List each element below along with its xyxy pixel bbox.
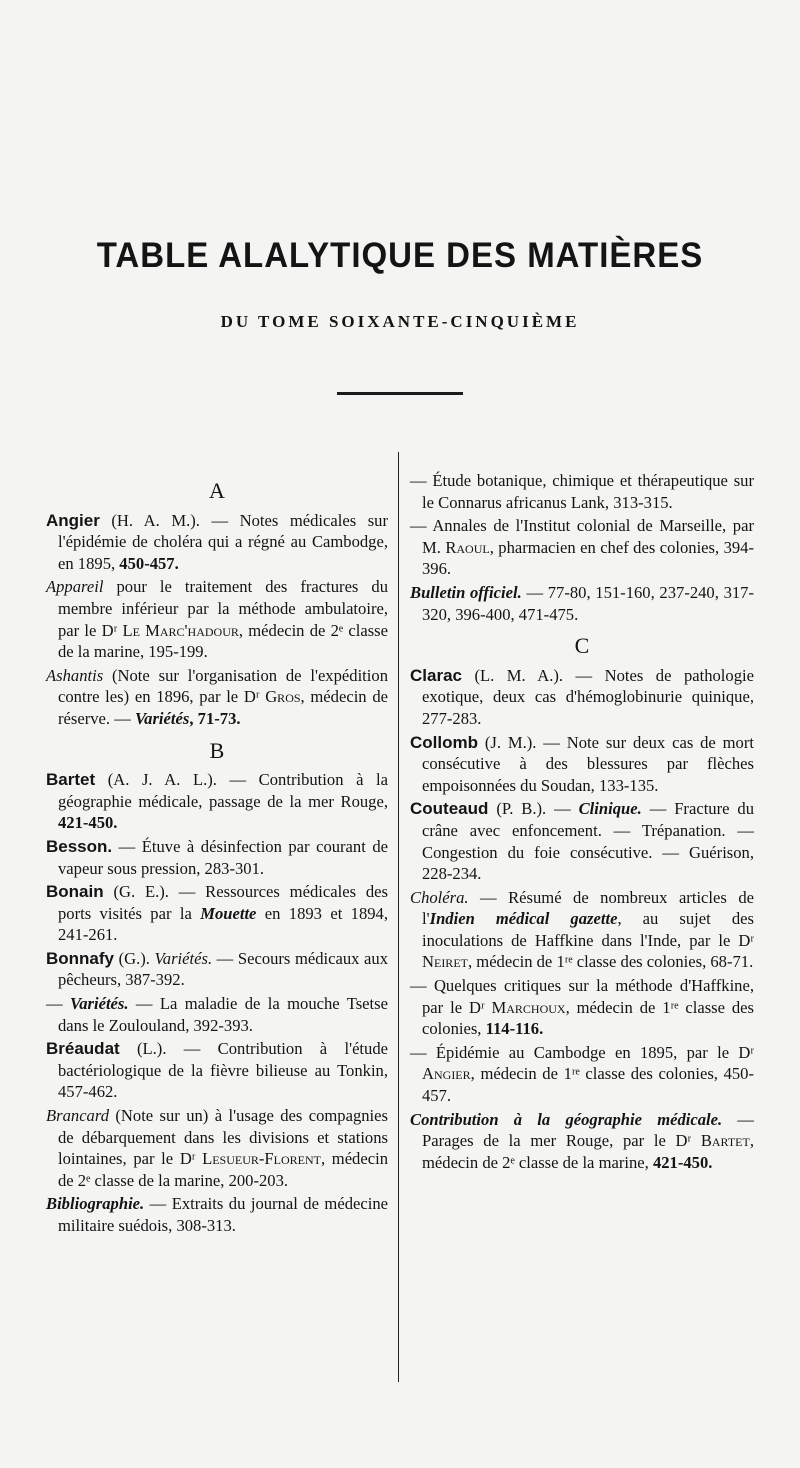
entry-cholera-2: — Quelques critiques sur la méthode d'Haffkine, par le Dʳ Marchoux, médecin de 1ʳᵉ classe des colonies, 114-116. (410, 976, 754, 1039)
entry-cholera-3: — Épidémie au Cambodge en 1895, par le Dʳ Angier, médecin de 1ʳᵉ classe des colonies, 450-457. (410, 1042, 754, 1106)
entry-couteaud: Couteaud (P. B.). — Clinique. — Fracture du crâne avec enfoncement. — Trépanation. — Congestion du foie consécutive. — Guérison, 228-234. (410, 799, 754, 884)
entry-ashantis: Ashantis (Note sur l'organisation de l'expédition contre les) en 1896, par le Dʳ Gros, médecin de réserve. — Variétés, 71-73. (46, 665, 388, 728)
entry-clarac: Clarac (L. M. A.). — Notes de pathologie exotique, deux cas d'hémoglobinurie quinique, 277-283. (410, 665, 754, 728)
section-letter-c: C (574, 633, 590, 659)
entry-etude: — Étude botanique, chimique et thérapeutique sur le Connarus africanus Lank, 313-315. (410, 471, 754, 512)
page-title: TABLE ALALYTIQUE DES MATIÈRES (96, 234, 704, 275)
entry-besson: Besson. — Étuve à désinfection par courant de vapeur sous pression, 283-301. (46, 836, 388, 878)
entry-bulletin: Bulletin officiel. — 77-80, 151-160, 237-240, 317-320, 396-400, 471-475. (410, 582, 754, 624)
page-subtitle: DU TOME SOIXANTE-CINQUIÈME (220, 312, 580, 331)
section-letter-a: A (209, 478, 225, 503)
section-letter-b: B (209, 737, 225, 763)
entry-appareil: Appareil pour le traitement des fractures du membre inférieur par la méthode ambulatoire, par le Dʳ Le Marc'hadour, médecin de 2ᵉ classe de la marine, 195-199. (46, 577, 389, 662)
title-rule (337, 392, 463, 395)
entry-bonnafy: Bonnafy (G.). Variétés. — Secours médicaux aux pêcheurs, 387-392. (46, 948, 389, 990)
entry-collomb: Collomb (J. M.). — Note sur deux cas de mort consécutive à des blessures par flèches empoisonnées du Soudan, 133-135. (410, 732, 754, 795)
entry-contribution: Contribution à la géographie médicale. — Parages de la mer Rouge, par le Dʳ Bartet, médecin de 2ᵉ classe de la marine, 421-450. (410, 1109, 754, 1172)
entry-bibliographie: Bibliographie. — Extraits du journal de médecine militaire suédois, 308-313. (46, 1194, 388, 1235)
entry-breaudat: Bréaudat (L.). — Contribution à l'étude bactériologique de la fièvre bilieuse au Tonkin, 457-462. (46, 1039, 389, 1102)
entry-bonain: Bonain (G. E.). — Ressources médicales des ports visités par la Mouette en 1893 et 1894, 241-261. (46, 882, 388, 945)
entry-cholera: Choléra. — Résumé de nombreux articles de l'Indien médical gazette, au sujet des inoculations de Haffkine dans l'Inde, par le Dʳ Neiret, médecin de 1ʳᵉ classe des colonies, 68-71. (410, 887, 754, 972)
entry-brancard: Brancard (Note sur un) à l'usage des compagnies de débarquement dans les divisions et stations lointaines, par le Dʳ Lesueur-Florent, médecin de 2ᵉ classe de la marine, 200-203. (46, 1106, 388, 1190)
entry-bonnafy-2: — Variétés. — La maladie de la mouche Tsetse dans le Zoulouland, 392-393. (46, 994, 388, 1035)
left-column (46, 470, 388, 1239)
entry-annales: — Annales de l'Institut colonial de Marseille, par M. Raoul, pharmacien en chef des colonies, 394-396. (410, 516, 754, 579)
entry-angier: Angier (H. A. M.). — Notes médicales sur l'épidémie de choléra qui a régné au Cambodge, en 1895, 450-457. (46, 510, 388, 573)
entry-bartet: Bartet (A. J. A. L.). — Contribution à la géographie médicale, passage de la mer Rouge, 421-450. (46, 770, 388, 833)
right-column (410, 470, 754, 1175)
column-divider (398, 452, 399, 1382)
